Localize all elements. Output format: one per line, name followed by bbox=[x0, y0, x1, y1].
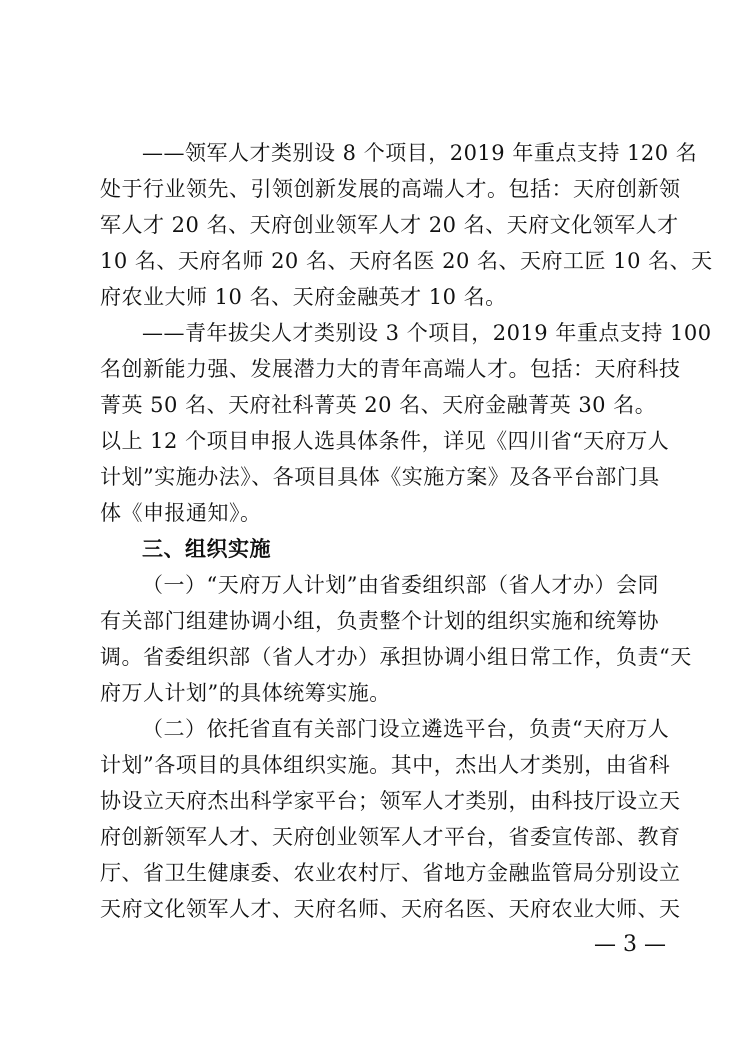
paragraph-1-line-4: 10 名、天府名师 20 名、天府名医 20 名、天府工匠 10 名、天 bbox=[100, 249, 713, 273]
paragraph-1-line-2: 处于行业领先、引领创新发展的高端人才。包括：天府创新领 bbox=[100, 177, 681, 201]
paragraph-3-line-2: 计划”实施办法》、各项目具体《实施方案》及各平台部门具 bbox=[100, 465, 660, 489]
paragraph-4-line-3: 调。省委组织部（省人才办）承担协调小组日常工作，负责“天 bbox=[100, 645, 692, 669]
paragraph-2-line-3: 菁英 50 名、天府社科菁英 20 名、天府金融菁英 30 名。 bbox=[100, 393, 657, 417]
paragraph-4-line-4: 府万人计划”的具体统筹实施。 bbox=[100, 681, 391, 705]
paragraph-4-line-2: 有关部门组建协调小组，负责整个计划的组织实施和统筹协 bbox=[100, 609, 659, 633]
paragraph-5-line-2: 计划”各项目的具体组织实施。其中，杰出人才类别，由省科 bbox=[100, 753, 671, 777]
page-number: — 3 — bbox=[594, 932, 666, 957]
paragraph-2-line-1: ——青年拔尖人才类别设 3 个项目，2019 年重点支持 100 bbox=[142, 321, 712, 345]
paragraph-1-line-3: 军人才 20 名、天府创业领军人才 20 名、天府文化领军人才 bbox=[100, 213, 679, 237]
paragraph-5-line-3: 协设立天府杰出科学家平台；领军人才类别，由科技厅设立天 bbox=[100, 789, 681, 813]
section-heading: 三、组织实施 bbox=[142, 536, 271, 561]
paragraph-2-line-2: 名创新能力强、发展潜力大的青年高端人才。包括：天府科技 bbox=[100, 357, 681, 381]
paragraph-3-line-1: 以上 12 个项目申报人选具体条件，详见《四川省“天府万人 bbox=[100, 429, 670, 453]
paragraph-5-line-4: 府创新领军人才、天府创业领军人才平台，省委宣传部、教育 bbox=[100, 825, 681, 849]
paragraph-1-line-1: ——领军人才类别设 8 个项目，2019 年重点支持 120 名 bbox=[142, 141, 698, 165]
paragraph-5-line-5: 厅、省卫生健康委、农业农村厅、省地方金融监管局分别设立 bbox=[100, 861, 681, 885]
paragraph-4-line-1: （一）“天府万人计划”由省委组织部（省人才办）会同 bbox=[142, 573, 659, 597]
paragraph-3-line-3: 体《申报通知》。 bbox=[100, 501, 262, 525]
paragraph-1-line-5: 府农业大师 10 名、天府金融英才 10 名。 bbox=[100, 285, 507, 309]
paragraph-5-line-6: 天府文化领军人才、天府名师、天府名医、天府农业大师、天 bbox=[100, 897, 681, 921]
paragraph-5-line-1: （二）依托省直有关部门设立遴选平台，负责“天府万人 bbox=[142, 717, 670, 741]
